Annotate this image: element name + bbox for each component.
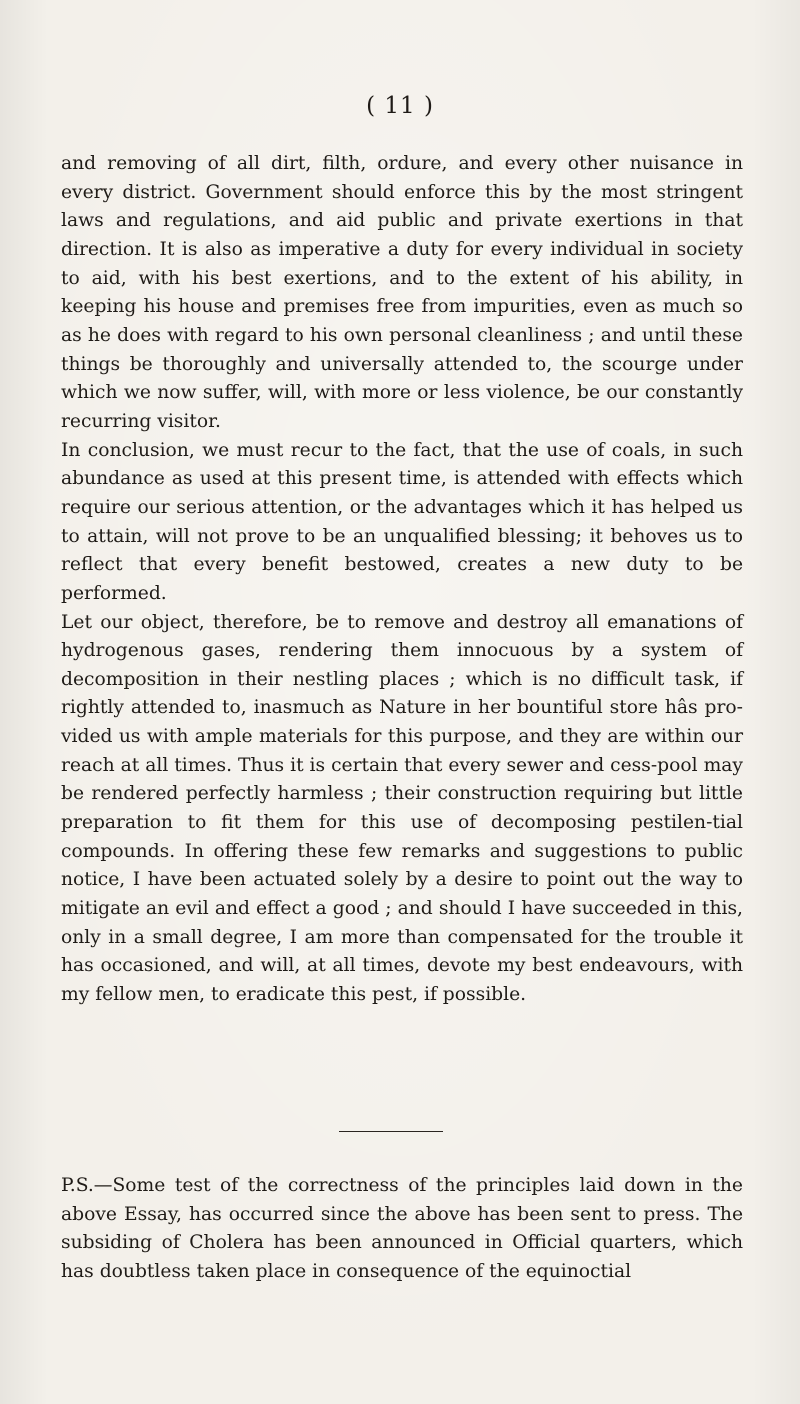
page-number: ( 11 ) <box>366 93 434 119</box>
essay-body <box>61 150 743 1010</box>
paragraph-conclusion: In conclusion, we must recur to the fact, that the use of coals, in such abundance as used at this present time, is attended with effects which require our serious attention, or the advantages which it has helped us to attain, will not prove to be an unqualified blessing; it behoves us to reflect that every benefit bestowed, creates a new duty to be performed. <box>61 439 743 604</box>
paragraph-continuation: and removing of all dirt, filth, ordure, and every other nuisance in every district. Government should enforce this by the most stringent laws and regulations, and aid public and private exertions in that direction. It is also as imperative a duty for every individual in society to aid, with his best exertions, and to the extent of his ability, in keeping his house and premises free from impurities, even as much so as he does with regard to his own personal cleanliness ; and until these things be thoroughly and universally attended to, the scourge under which we now suffer, will, with more or less violence, be our constantly recurring visitor. <box>61 153 743 432</box>
paragraph-object: Let our object, therefore, be to remove and destroy all emanations of hydrogenous gases, rendering them innocuous by a system of decomposition in their nestling places ; which is no difficult task, if rightly attended to, inasmuch as Nature in her bountiful store hâs pro-vided us with ample materials for this purpose, and they are within our reach at all times. Thus it is certain that every sewer and cess-pool may be rendered perfectly harmless ; their construction requiring but little preparation to fit them for this use of decomposing pestilen-tial compounds. In offering these few remarks and suggestions to public notice, I have been actuated solely by a desire to point out the way to mitigate an evil and effect a good ; and should I have succeeded in this, only in a small degree, I am more than compensated for the trouble it has occasioned, and will, at all times, devote my best endeavours, with my fellow men, to eradicate this pest, if possible. <box>61 611 743 1006</box>
postscript-block <box>61 1172 743 1287</box>
section-divider <box>339 1131 443 1132</box>
postscript-paragraph: P.S.—Some test of the correctness of the principles laid down in the above Essay, has occurred since the above has been sent to press. The subsiding of Cholera has been announced in Official quarters, which has doubtless taken place in consequence of the equinoctial <box>61 1175 743 1282</box>
